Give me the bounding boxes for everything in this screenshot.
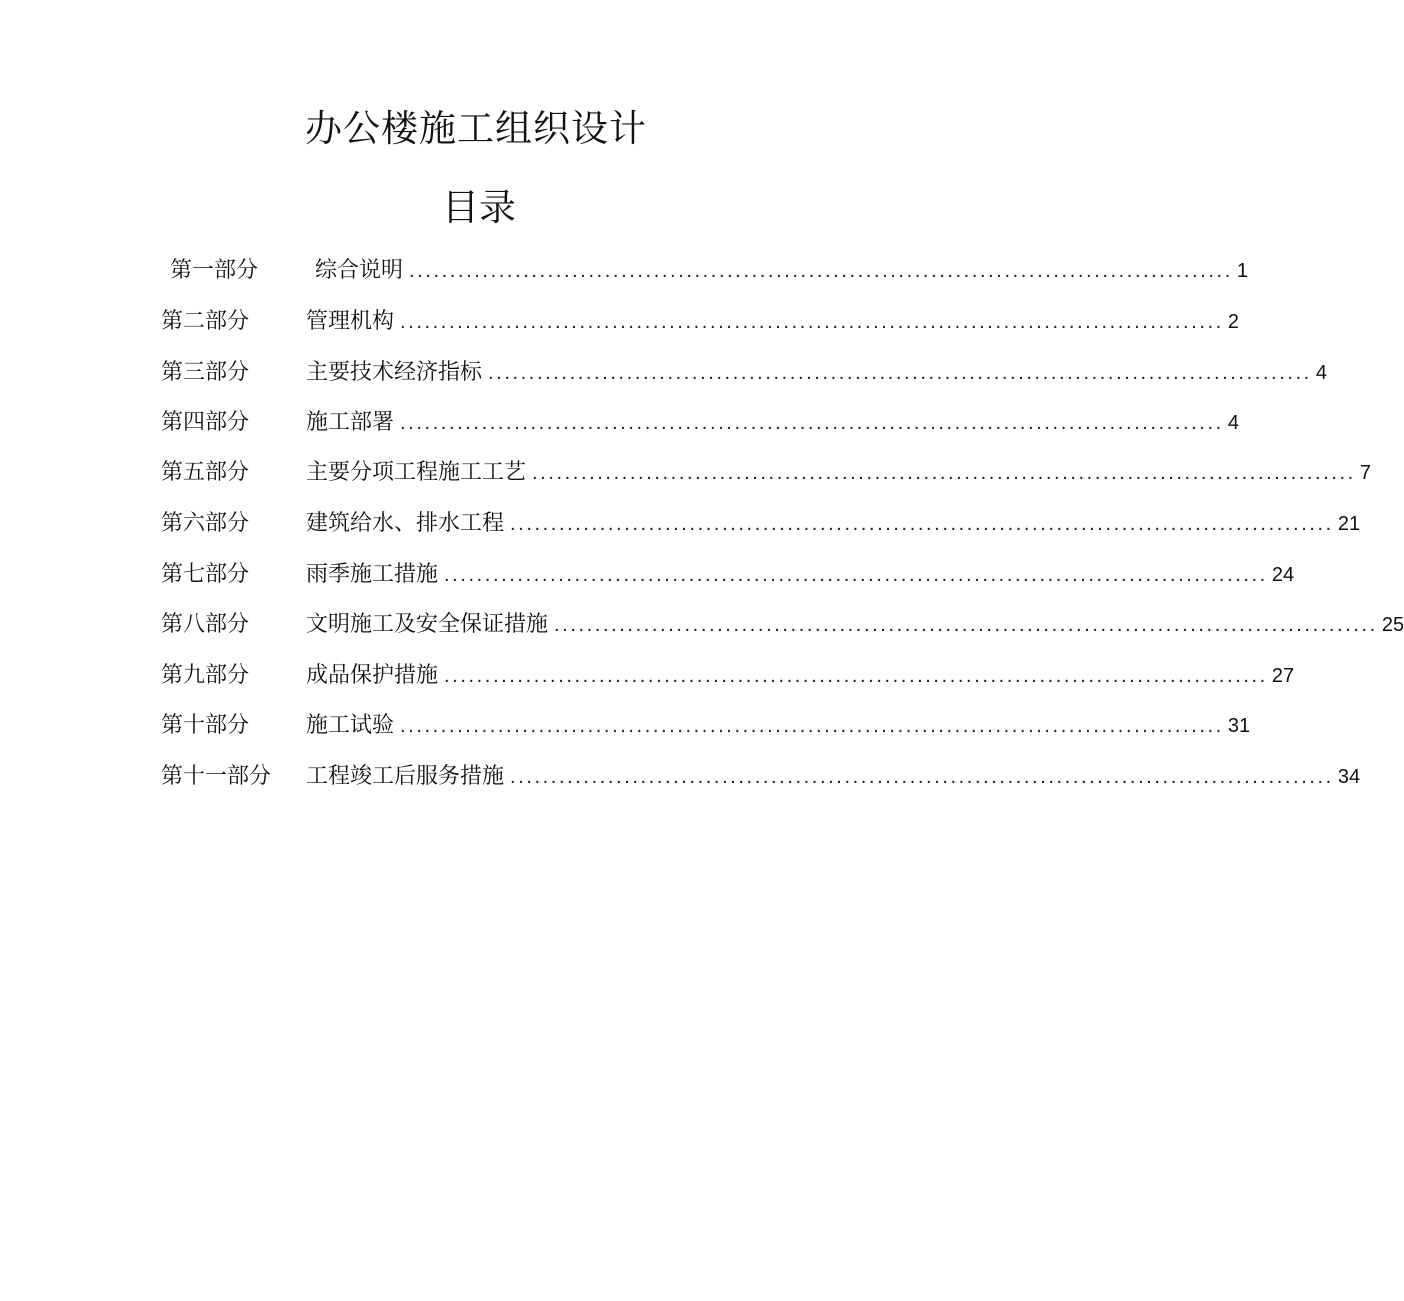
toc-entry-page: 21 bbox=[1337, 513, 1361, 535]
toc-leader-dots: ..................................................................................................... bbox=[510, 766, 1334, 788]
toc-entry-page: 31 bbox=[1227, 715, 1251, 737]
toc-entry[interactable] bbox=[161, 356, 1327, 390]
toc-leader-dots: ..................................................................................................... bbox=[510, 513, 1334, 535]
toc-entry[interactable] bbox=[161, 659, 1295, 693]
toc-entry-part: 第七部分 bbox=[161, 562, 250, 587]
toc-entry-page: 4 bbox=[1315, 362, 1327, 384]
toc-entry-page: 7 bbox=[1359, 462, 1371, 484]
toc-entry-page: 2 bbox=[1227, 311, 1239, 333]
document-title: 办公楼施工组织设计 bbox=[305, 107, 647, 150]
toc-leader-dots: ..................................................................................................... bbox=[532, 462, 1356, 484]
toc-leader-dots: ..................................................................................................... bbox=[400, 715, 1224, 737]
toc-entry[interactable] bbox=[161, 558, 1295, 592]
toc-entry-part: 第八部分 bbox=[161, 612, 250, 637]
toc-entry-title: 施工部署 bbox=[306, 410, 395, 435]
toc-entry-title: 工程竣工后服务措施 bbox=[306, 764, 505, 789]
toc-entry-title: 施工试验 bbox=[306, 713, 395, 738]
toc-entry-title: 主要技术经济指标 bbox=[306, 360, 483, 385]
toc-entry-title: 雨季施工措施 bbox=[306, 562, 439, 587]
toc-entry-part: 第三部分 bbox=[161, 360, 250, 385]
toc-entry[interactable] bbox=[161, 456, 1371, 490]
toc-entry-title: 综合说明 bbox=[315, 258, 404, 283]
toc-entry-title: 主要分项工程施工工艺 bbox=[306, 460, 527, 485]
toc-leader-dots: ..................................................................................................... bbox=[444, 564, 1268, 586]
toc-leader-dots: ..................................................................................................... bbox=[400, 311, 1224, 333]
toc-entry-part: 第十部分 bbox=[161, 713, 250, 738]
toc-entry-part: 第一部分 bbox=[170, 258, 259, 283]
toc-entry-part: 第十一部分 bbox=[161, 764, 272, 789]
toc-entry-part: 第九部分 bbox=[161, 663, 250, 688]
toc-entry[interactable] bbox=[161, 507, 1361, 541]
toc-leader-dots: ..................................................................................................... bbox=[444, 665, 1268, 687]
toc-leader-dots: ..................................................................................................... bbox=[488, 362, 1312, 384]
toc-leader-dots: ..................................................................................................... bbox=[400, 412, 1224, 434]
toc-entry-page: 1 bbox=[1236, 260, 1248, 282]
toc-entry-title: 成品保护措施 bbox=[306, 663, 439, 688]
toc-entry-page: 27 bbox=[1271, 665, 1295, 687]
toc-entry-page: 4 bbox=[1227, 412, 1239, 434]
toc-leader-dots: ..................................................................................................... bbox=[554, 614, 1378, 636]
toc-leader-dots: ..................................................................................................... bbox=[409, 260, 1233, 282]
toc-entry-part: 第五部分 bbox=[161, 460, 250, 485]
toc-entry[interactable] bbox=[161, 608, 1404, 642]
toc-entry-title: 建筑给水、排水工程 bbox=[306, 511, 505, 536]
toc-entry-title: 文明施工及安全保证措施 bbox=[306, 612, 549, 637]
toc-entry-page: 34 bbox=[1337, 766, 1361, 788]
toc-entry[interactable] bbox=[161, 709, 1251, 743]
toc-entry-part: 第四部分 bbox=[161, 410, 250, 435]
toc-entry[interactable] bbox=[161, 760, 1361, 794]
toc-entry[interactable] bbox=[170, 254, 1248, 288]
toc-entry-title: 管理机构 bbox=[306, 309, 395, 334]
toc-entry[interactable] bbox=[161, 406, 1239, 440]
toc-entry-page: 24 bbox=[1271, 564, 1295, 586]
toc-entry-part: 第二部分 bbox=[161, 309, 250, 334]
toc-entry-page: 25 bbox=[1381, 614, 1404, 636]
toc-entry[interactable] bbox=[161, 305, 1239, 339]
toc-entry-part: 第六部分 bbox=[161, 511, 250, 536]
toc-heading: 目录 bbox=[442, 186, 516, 229]
